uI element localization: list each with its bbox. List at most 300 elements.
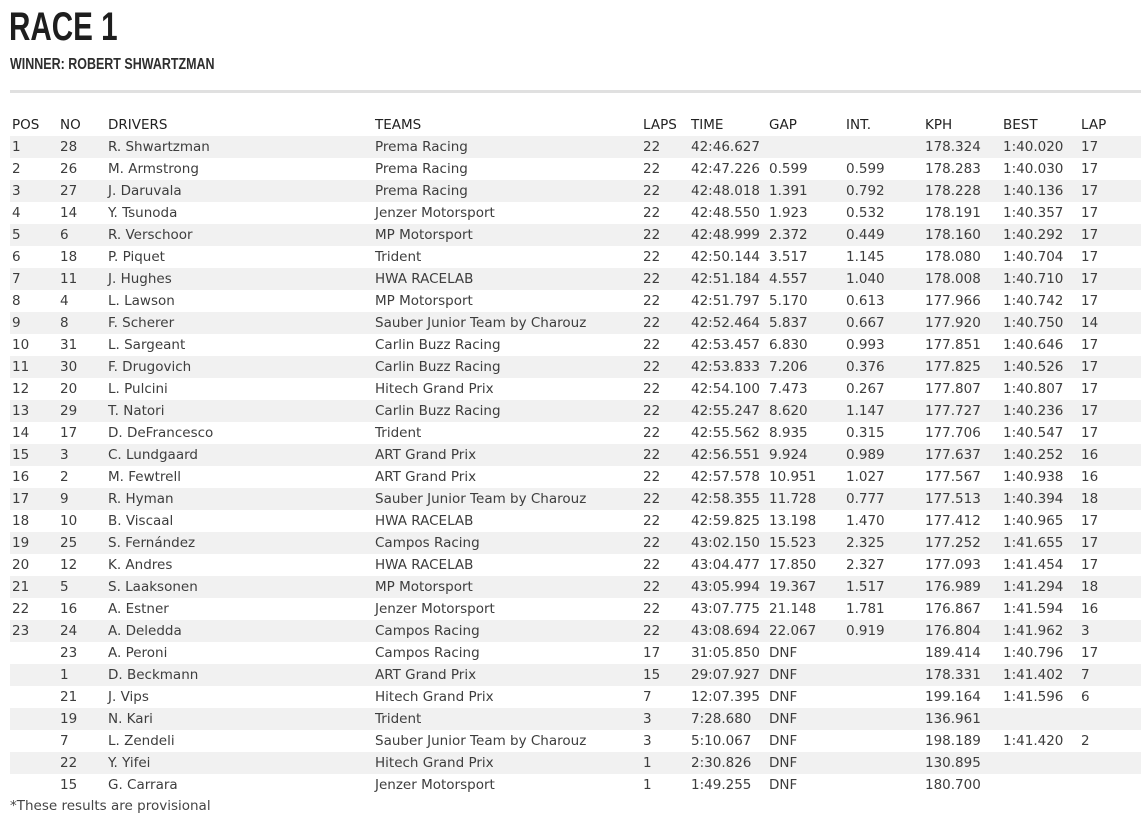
- number-cell: 9: [58, 488, 106, 510]
- laps-cell: 17: [643, 645, 661, 661]
- interval-cell: 0.599: [846, 161, 885, 177]
- driver-cell: C. Lundgaard: [106, 444, 373, 466]
- best-lap-time-cell: 1:41.402: [1001, 664, 1079, 686]
- table-row: [10, 554, 1141, 576]
- pos-cell: [10, 730, 58, 752]
- gap-cell: [767, 136, 844, 158]
- laps-cell: 22: [643, 161, 661, 177]
- laps-cell: 22: [641, 576, 689, 598]
- gap-cell: 13.198: [769, 513, 817, 529]
- best-lap-time-cell: 1:40.547: [1003, 425, 1064, 441]
- pos-cell: 12: [12, 381, 30, 397]
- team-cell: HWA RACELAB: [373, 268, 641, 290]
- number-cell: 5: [58, 576, 106, 598]
- table-row: [10, 290, 1141, 312]
- laps-cell: 22: [641, 180, 689, 202]
- interval-cell: 0.532: [846, 205, 885, 221]
- best-lap-number-cell: 16: [1081, 469, 1099, 485]
- pos-cell: 18: [12, 513, 30, 529]
- kph-cell: 178.331: [923, 664, 1001, 686]
- pos-cell: 23: [10, 620, 58, 642]
- interval-cell: [844, 642, 923, 664]
- gap-cell: DNF: [767, 752, 844, 774]
- best-lap-time-cell: 1:41.294: [1001, 576, 1079, 598]
- best-lap-time-cell: 1:41.962: [1001, 620, 1079, 642]
- best-lap-time-cell: 1:40.020: [1001, 136, 1079, 158]
- table-row: [10, 532, 1141, 554]
- gap-cell: 1.391: [767, 180, 844, 202]
- gap-cell: 2.372: [767, 224, 844, 246]
- interval-cell: 0.376: [844, 356, 923, 378]
- table-row: [10, 334, 1141, 356]
- gap-cell: DNF: [767, 708, 844, 730]
- kph-cell: 177.727: [923, 400, 1001, 422]
- number-cell: 2: [60, 469, 69, 485]
- driver-cell: A. Estner: [108, 601, 169, 617]
- team-cell: Campos Racing: [375, 645, 480, 661]
- interval-cell: [844, 752, 923, 774]
- driver-cell: R. Hyman: [106, 488, 373, 510]
- interval-cell: 0.777: [844, 488, 923, 510]
- driver-cell: R. Verschoor: [106, 224, 373, 246]
- number-cell: 1: [58, 664, 106, 686]
- best-lap-number-cell: 18: [1079, 576, 1141, 598]
- gap-cell: 8.620: [767, 400, 844, 422]
- team-cell: HWA RACELAB: [375, 513, 474, 529]
- best-lap-number-cell: 17: [1081, 249, 1099, 265]
- kph-cell: 130.895: [923, 752, 1001, 774]
- laps-cell: 22: [643, 249, 661, 265]
- team-cell: Jenzer Motorsport: [375, 205, 495, 221]
- best-lap-time-cell: [1001, 708, 1079, 730]
- kph-cell: 178.008: [923, 268, 1001, 290]
- table-row: [10, 268, 1141, 290]
- pos-cell: 13: [10, 400, 58, 422]
- best-lap-time-cell: [1001, 774, 1079, 796]
- table-row: [10, 664, 1141, 686]
- interval-cell: 0.667: [844, 312, 923, 334]
- table-row: [10, 576, 1141, 598]
- time-cell: 42:57.578: [691, 469, 760, 485]
- column-header-pos: POS: [12, 117, 40, 133]
- best-lap-number-cell: 17: [1079, 400, 1141, 422]
- kph-cell: 178.324: [923, 136, 1001, 158]
- team-cell: Jenzer Motorsport: [375, 777, 495, 793]
- best-lap-time-cell: 1:40.965: [1003, 513, 1064, 529]
- gap-cell: DNF: [769, 645, 798, 661]
- table-row: [10, 246, 1141, 268]
- page-title: RACE 1: [9, 5, 118, 49]
- laps-cell: 22: [641, 312, 689, 334]
- driver-cell: B. Viscaal: [108, 513, 174, 529]
- interval-cell: [844, 730, 923, 752]
- team-cell: Campos Racing: [373, 532, 641, 554]
- kph-cell: 177.920: [923, 312, 1001, 334]
- gap-cell: 0.599: [769, 161, 808, 177]
- number-cell: 8: [58, 312, 106, 334]
- driver-cell: A. Deledda: [106, 620, 373, 642]
- laps-cell: 3: [643, 733, 652, 749]
- number-cell: 24: [58, 620, 106, 642]
- table-row: [10, 598, 1141, 620]
- kph-cell: 178.191: [925, 205, 981, 221]
- pos-cell: 14: [12, 425, 30, 441]
- table-row: [10, 400, 1141, 422]
- table-row: [10, 774, 1141, 796]
- number-cell: 16: [60, 601, 78, 617]
- gap-cell: DNF: [769, 733, 798, 749]
- gap-cell: 7.206: [767, 356, 844, 378]
- laps-cell: 22: [643, 557, 661, 573]
- gap-cell: 7.473: [769, 381, 808, 397]
- interval-cell: [844, 136, 923, 158]
- driver-cell: N. Kari: [106, 708, 373, 730]
- best-lap-time-cell: 1:40.750: [1001, 312, 1079, 334]
- laps-cell: 22: [643, 381, 661, 397]
- time-cell: 43:08.694: [689, 620, 767, 642]
- pos-cell: [10, 686, 58, 708]
- driver-cell: M. Armstrong: [108, 161, 199, 177]
- best-lap-number-cell: 17: [1081, 425, 1099, 441]
- driver-cell: D. DeFrancesco: [108, 425, 214, 441]
- interval-cell: [844, 708, 923, 730]
- laps-cell: 22: [643, 601, 661, 617]
- laps-cell: 3: [641, 708, 689, 730]
- time-cell: 42:53.833: [689, 356, 767, 378]
- pos-cell: 20: [12, 557, 30, 573]
- kph-cell: 177.851: [925, 337, 981, 353]
- team-cell: Sauber Junior Team by Charouz: [373, 312, 641, 334]
- table-row: [10, 488, 1141, 510]
- time-cell: 42:48.018: [689, 180, 767, 202]
- provisional-footnote: *These results are provisional: [10, 798, 211, 814]
- gap-cell: 17.850: [769, 557, 817, 573]
- time-cell: 42:55.562: [691, 425, 760, 441]
- driver-cell: M. Fewtrell: [108, 469, 181, 485]
- table-row: [10, 510, 1141, 532]
- pos-cell: [10, 752, 58, 774]
- time-cell: 42:46.627: [689, 136, 767, 158]
- kph-cell: 176.867: [925, 601, 981, 617]
- team-cell: Sauber Junior Team by Charouz: [373, 488, 641, 510]
- time-cell: 43:07.775: [691, 601, 760, 617]
- team-cell: Trident: [373, 708, 641, 730]
- time-cell: 42:59.825: [691, 513, 760, 529]
- time-cell: 42:58.355: [689, 488, 767, 510]
- team-cell: HWA RACELAB: [375, 557, 474, 573]
- laps-cell: 15: [641, 664, 689, 686]
- table-row: [10, 312, 1141, 334]
- kph-cell: 177.637: [923, 444, 1001, 466]
- driver-cell: T. Natori: [106, 400, 373, 422]
- best-lap-time-cell: 1:41.420: [1003, 733, 1064, 749]
- pos-cell: 8: [12, 293, 21, 309]
- gap-cell: 15.523: [767, 532, 844, 554]
- driver-cell: F. Drugovich: [106, 356, 373, 378]
- time-cell: 42:53.457: [691, 337, 760, 353]
- interval-cell: 0.267: [846, 381, 885, 397]
- gap-cell: DNF: [769, 777, 798, 793]
- gap-cell: 5.170: [769, 293, 808, 309]
- best-lap-time-cell: 1:40.742: [1003, 293, 1064, 309]
- pos-cell: 7: [10, 268, 58, 290]
- time-cell: 42:56.551: [689, 444, 767, 466]
- team-cell: Jenzer Motorsport: [375, 601, 495, 617]
- best-lap-number-cell: 17: [1081, 557, 1099, 573]
- interval-cell: 0.792: [844, 180, 923, 202]
- table-row: [10, 378, 1141, 400]
- header-divider: [10, 90, 1141, 93]
- time-cell: 43:05.994: [689, 576, 767, 598]
- column-header-laps: LAPS: [643, 117, 677, 133]
- time-cell: 42:54.100: [691, 381, 760, 397]
- laps-cell: 22: [641, 268, 689, 290]
- interval-cell: [844, 686, 923, 708]
- number-cell: 21: [60, 689, 78, 705]
- kph-cell: 178.283: [925, 161, 981, 177]
- number-cell: 31: [60, 337, 78, 353]
- table-row: [10, 752, 1141, 774]
- pos-cell: 1: [10, 136, 58, 158]
- time-cell: 43:04.477: [691, 557, 760, 573]
- number-cell: 27: [58, 180, 106, 202]
- driver-cell: S. Laaksonen: [106, 576, 373, 598]
- time-cell: 7:28.680: [689, 708, 767, 730]
- number-cell: 17: [60, 425, 78, 441]
- best-lap-time-cell: 1:40.710: [1001, 268, 1079, 290]
- header-row: [10, 114, 1141, 136]
- pos-cell: [10, 774, 58, 796]
- driver-cell: L. Zendeli: [108, 733, 175, 749]
- best-lap-time-cell: 1:40.236: [1001, 400, 1079, 422]
- interval-cell: 1.781: [846, 601, 885, 617]
- team-cell: Trident: [375, 425, 422, 441]
- best-lap-number-cell: 17: [1079, 532, 1141, 554]
- number-cell: 3: [58, 444, 106, 466]
- best-lap-time-cell: 1:40.136: [1001, 180, 1079, 202]
- best-lap-number-cell: [1079, 774, 1141, 796]
- team-cell: ART Grand Prix: [375, 469, 477, 485]
- kph-cell: 177.093: [925, 557, 981, 573]
- gap-cell: 6.830: [769, 337, 808, 353]
- table-row: [10, 224, 1141, 246]
- pos-cell: 17: [10, 488, 58, 510]
- table-row: [10, 202, 1141, 224]
- number-cell: 14: [60, 205, 78, 221]
- time-cell: 42:48.550: [691, 205, 760, 221]
- kph-cell: 177.513: [923, 488, 1001, 510]
- best-lap-time-cell: 1:41.454: [1003, 557, 1064, 573]
- interval-cell: 0.315: [846, 425, 885, 441]
- number-cell: 4: [60, 293, 69, 309]
- team-cell: Prema Racing: [375, 161, 468, 177]
- time-cell: 42:48.999: [689, 224, 767, 246]
- best-lap-time-cell: 1:40.030: [1003, 161, 1064, 177]
- team-cell: Prema Racing: [373, 180, 641, 202]
- kph-cell: 177.706: [925, 425, 981, 441]
- number-cell: 28: [58, 136, 106, 158]
- best-lap-time-cell: 1:40.526: [1001, 356, 1079, 378]
- best-lap-number-cell: 16: [1079, 444, 1141, 466]
- best-lap-number-cell: 17: [1081, 337, 1099, 353]
- pos-cell: [10, 664, 58, 686]
- time-cell: 29:07.927: [689, 664, 767, 686]
- number-cell: 6: [58, 224, 106, 246]
- interval-cell: 0.919: [844, 620, 923, 642]
- laps-cell: 22: [641, 488, 689, 510]
- best-lap-time-cell: 1:40.704: [1003, 249, 1064, 265]
- kph-cell: 199.164: [925, 689, 981, 705]
- best-lap-number-cell: 17: [1081, 293, 1099, 309]
- team-cell: MP Motorsport: [373, 576, 641, 598]
- driver-cell: J. Hughes: [106, 268, 373, 290]
- best-lap-number-cell: 7: [1079, 664, 1141, 686]
- number-cell: 15: [60, 777, 78, 793]
- best-lap-number-cell: 17: [1081, 381, 1099, 397]
- best-lap-number-cell: 17: [1081, 205, 1099, 221]
- driver-cell: L. Pulcini: [108, 381, 168, 397]
- gap-cell: 10.951: [769, 469, 817, 485]
- gap-cell: 11.728: [767, 488, 844, 510]
- time-cell: 42:55.247: [689, 400, 767, 422]
- time-cell: 43:02.150: [689, 532, 767, 554]
- laps-cell: 22: [643, 205, 661, 221]
- team-cell: ART Grand Prix: [373, 444, 641, 466]
- interval-cell: 1.027: [846, 469, 885, 485]
- kph-cell: 177.825: [923, 356, 1001, 378]
- pos-cell: 5: [10, 224, 58, 246]
- time-cell: 31:05.850: [691, 645, 760, 661]
- kph-cell: 178.228: [923, 180, 1001, 202]
- best-lap-time-cell: 1:40.646: [1003, 337, 1064, 353]
- time-cell: 42:51.797: [691, 293, 760, 309]
- interval-cell: 1.040: [844, 268, 923, 290]
- interval-cell: 1.470: [846, 513, 885, 529]
- table-row: [10, 708, 1141, 730]
- column-header-int: INT.: [846, 117, 872, 133]
- best-lap-time-cell: 1:41.594: [1003, 601, 1064, 617]
- number-cell: 29: [58, 400, 106, 422]
- best-lap-number-cell: 17: [1079, 356, 1141, 378]
- best-lap-number-cell: 3: [1079, 620, 1141, 642]
- team-cell: Hitech Grand Prix: [375, 689, 494, 705]
- interval-cell: 1.145: [846, 249, 885, 265]
- laps-cell: 22: [641, 444, 689, 466]
- number-cell: 11: [58, 268, 106, 290]
- team-cell: ART Grand Prix: [373, 664, 641, 686]
- column-header-time: TIME: [691, 117, 724, 133]
- table-row: [10, 466, 1141, 488]
- results-table: [10, 114, 1141, 796]
- interval-cell: 1.147: [844, 400, 923, 422]
- table-row: [10, 158, 1141, 180]
- gap-cell: 22.067: [767, 620, 844, 642]
- team-cell: Prema Racing: [373, 136, 641, 158]
- best-lap-time-cell: 1:40.357: [1003, 205, 1064, 221]
- team-cell: Sauber Junior Team by Charouz: [375, 733, 587, 749]
- laps-cell: 22: [641, 136, 689, 158]
- driver-cell: P. Piquet: [108, 249, 165, 265]
- pos-cell: 21: [10, 576, 58, 598]
- table-row: [10, 180, 1141, 202]
- driver-cell: R. Shwartzman: [106, 136, 373, 158]
- best-lap-number-cell: 6: [1081, 689, 1090, 705]
- driver-cell: Y. Yifei: [106, 752, 373, 774]
- gap-cell: 3.517: [769, 249, 808, 265]
- time-cell: 12:07.395: [691, 689, 760, 705]
- laps-cell: 1: [643, 777, 652, 793]
- column-header-lap: LAP: [1081, 117, 1107, 133]
- laps-cell: 22: [641, 400, 689, 422]
- pos-cell: 10: [12, 337, 30, 353]
- pos-cell: 16: [12, 469, 30, 485]
- column-header-gap: GAP: [769, 117, 797, 133]
- number-cell: 26: [60, 161, 78, 177]
- number-cell: 18: [60, 249, 78, 265]
- gap-cell: 1.923: [769, 205, 808, 221]
- kph-cell: 178.160: [923, 224, 1001, 246]
- best-lap-number-cell: 17: [1081, 645, 1099, 661]
- team-cell: MP Motorsport: [373, 224, 641, 246]
- interval-cell: [844, 664, 923, 686]
- best-lap-number-cell: [1079, 752, 1141, 774]
- pos-cell: 11: [10, 356, 58, 378]
- interval-cell: 2.325: [844, 532, 923, 554]
- interval-cell: 2.327: [846, 557, 885, 573]
- table-row: [10, 444, 1141, 466]
- laps-cell: 7: [643, 689, 652, 705]
- best-lap-number-cell: 17: [1081, 513, 1099, 529]
- column-header-no: NO: [60, 117, 81, 133]
- kph-cell: 177.807: [925, 381, 981, 397]
- best-lap-number-cell: [1079, 708, 1141, 730]
- column-header-best: BEST: [1003, 117, 1038, 133]
- time-cell: 42:47.226: [691, 161, 760, 177]
- column-header-kph: KPH: [925, 117, 953, 133]
- number-cell: 23: [60, 645, 78, 661]
- time-cell: 5:10.067: [691, 733, 752, 749]
- best-lap-number-cell: 14: [1079, 312, 1141, 334]
- pos-cell: 15: [10, 444, 58, 466]
- gap-cell: 21.148: [769, 601, 817, 617]
- best-lap-number-cell: 17: [1079, 224, 1141, 246]
- number-cell: 30: [58, 356, 106, 378]
- table-row: [10, 356, 1141, 378]
- pos-cell: 22: [12, 601, 30, 617]
- best-lap-time-cell: 1:40.938: [1003, 469, 1064, 485]
- number-cell: 7: [60, 733, 69, 749]
- results-body: [10, 136, 1141, 796]
- kph-cell: 177.567: [925, 469, 981, 485]
- team-cell: Hitech Grand Prix: [375, 381, 494, 397]
- team-cell: Carlin Buzz Racing: [373, 356, 641, 378]
- driver-cell: G. Carrara: [108, 777, 178, 793]
- number-cell: 25: [58, 532, 106, 554]
- best-lap-time-cell: 1:41.655: [1001, 532, 1079, 554]
- kph-cell: 178.080: [925, 249, 981, 265]
- table-row: [10, 686, 1141, 708]
- table-row: [10, 422, 1141, 444]
- time-cell: 1:49.255: [691, 777, 752, 793]
- gap-cell: 9.924: [767, 444, 844, 466]
- driver-cell: L. Lawson: [108, 293, 175, 309]
- winner-subtitle: WINNER: ROBERT SHWARTZMAN: [10, 56, 215, 73]
- kph-cell: 176.804: [923, 620, 1001, 642]
- interval-cell: [844, 774, 923, 796]
- column-header-drivers: DRIVERS: [108, 117, 168, 133]
- kph-cell: 136.961: [923, 708, 1001, 730]
- laps-cell: 1: [641, 752, 689, 774]
